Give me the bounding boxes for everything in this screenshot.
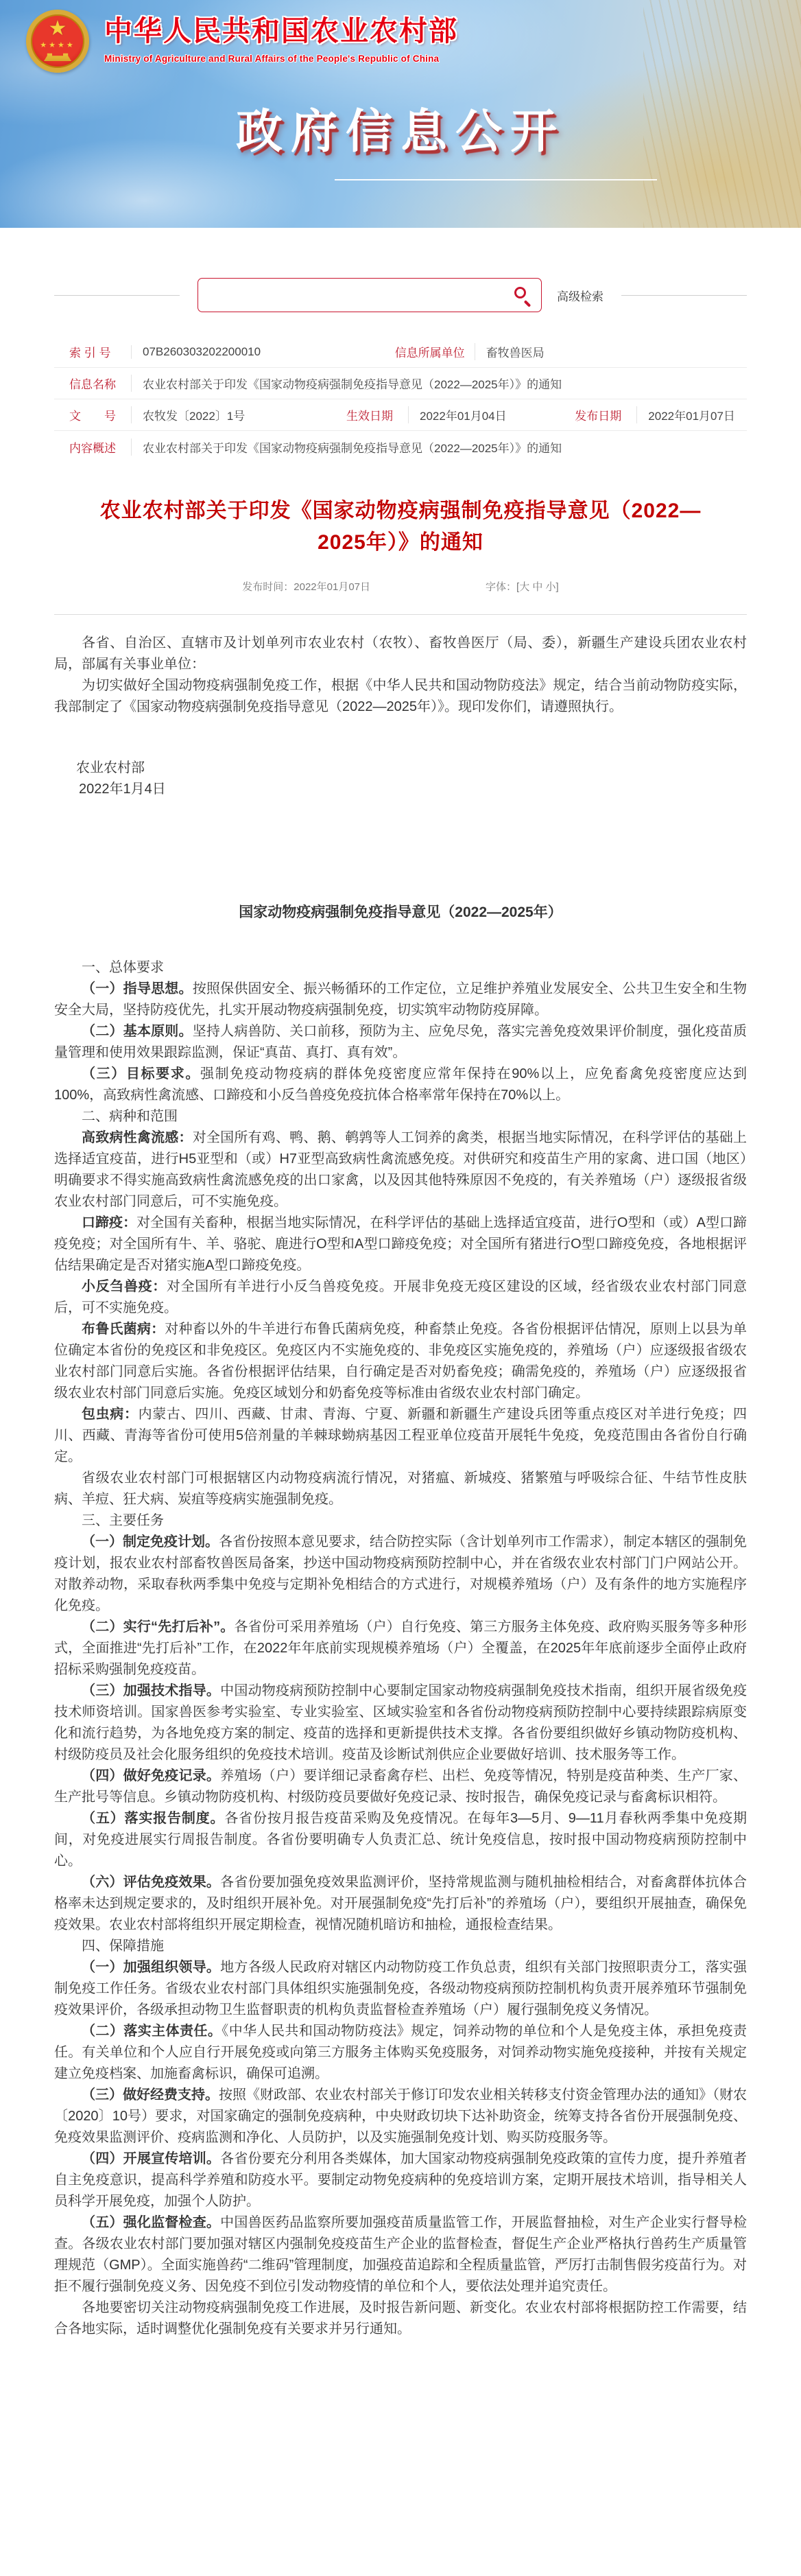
article-paragraph: 各省、自治区、直辖市及计划单列市农业农村（农牧）、畜牧兽医厅（局、委），新疆生产建设兵团农业农村局，部属有关事业单位： (54, 635, 747, 672)
page-title: 政府信息公开 (235, 106, 565, 158)
article-paragraph: （二）基本原则。坚持人病兽防、关口前移，预防为主、应免尽免，落实完善免疫效果评价制度，强化疫苗质量管理和使用效果跟踪监测，保证“真苗、真打、真有效”。 (54, 1024, 748, 1060)
divider-line-left (54, 295, 180, 296)
article-paragraph: 布鲁氏菌病：对种畜以外的牛羊进行布鲁氏菌病免疫，种畜禁止免疫。各省份根据评估情况，原则上以县为单位确定本省份的免疫区和非免疫区。免疫区内不实施免疫的、非免疫区实施免疫的，养殖场（户）应逐级报省级农业农村部门同意后实施。各省份根据评估结果，自行确定是否对奶畜免疫；确需免疫的，养殖场（户）应逐级报省级农业农村部门同意后实施。免疫区域划分和奶畜免疫等标准由省级农业农村部门确定。 (54, 1322, 748, 1401)
article-paragraph: 包虫病：内蒙古、四川、西藏、甘肃、青海、宁夏、新疆和新疆生产建设兵团等重点疫区对羊进行免疫；四川、西藏、青海等省份可使用5倍剂量的羊棘球蚴病基因工程亚单位疫苗开展牦牛免疫，免疫范围由各省份自行确定。 (54, 1407, 748, 1464)
ministry-name-en: Ministry of Agriculture and Rural Affairs of the People's Republic of China (104, 54, 440, 65)
article-paragraph: （四）开展宣传培训。各省份要充分利用各类媒体，加大国家动物疫病强制免疫政策的宣传力度，提升养殖者自主免疫意识，提高科学养殖和防疫水平。要制定动物免疫病种的免疫培训方案，定期开展技术培训，指导相关人员科学开展免疫，加强个人防护。 (54, 2151, 748, 2209)
article-paragraph: （五）落实报告制度。各省份按月报告疫苗采购及免疫情况。在每年3—5月、9—11月春秋两季集中免疫期间，对免疫进展实行周报告制度。各省份要明确专人负责汇总、统计免疫信息，按时报中国动物疫病预防控制中心。 (54, 1811, 747, 1869)
meta-row (54, 399, 747, 431)
article-paragraph: 三、主要任务 (82, 1513, 164, 1528)
article-paragraph: （三）做好经费支持。按照《财政部、农业农村部关于修订印发农业相关转移支付资金管理办法的通知》（财农〔2020〕10号）要求，对国家确定的强制免疫病种，中央财政切块下达补助资金，统筹支持各省份开展强制免疫、免疫效果监测评价、疫病监测和净化、人员防护，以及实施强制免疫计划、购买防疫服务等。 (54, 2087, 747, 2145)
search-section (54, 277, 747, 313)
ministry-name: 中华人民共和国农业农村部 (104, 15, 458, 47)
search-button[interactable] (505, 279, 541, 312)
article-paragraph: （二）落实主体责任。《中华人民共和国动物防疫法》规定，饲养动物的单位和个人是免疫主体，承担免疫责任。有关单位和个人应自行开展免疫或向第三方服务主体购买免疫服务，对饲养动物实施免疫接种，并按有关规定建立免疫档案、加施畜禽标识，确保可追溯。 (54, 2024, 748, 2081)
article-paragraph: 四、保障措施 (82, 1939, 164, 1954)
publish-time (242, 579, 370, 594)
overview-value: 农业农村部关于印发《国家动物疫病强制免疫指导意见（2022—2025年）》的通知 (131, 438, 569, 456)
document-meta-table (54, 336, 747, 462)
publish-date-label: 发布日期 (575, 410, 622, 423)
info-name-value: 农业农村部关于印发《国家动物疫病强制免疫指导意见（2022—2025年）》的通知 (131, 375, 569, 392)
article-paragraph: 高致病性禽流感：对全国所有鸡、鸭、鹅、鹌鹑等人工饲养的禽类，根据当地实际情况，在科学评估的基础上选择适宜疫苗，进行H5亚型和（或）H7亚型高致病性禽流感免疫。对供研究和疫苗生产用的家禽、进口国（地区）明确要求不得实施高致病性禽流感免疫的出口家禽，以及因其他特殊原因不免疫的，有关养殖场（户）逐级报省级农业农村部门同意后，可不实施免疫。 (54, 1130, 748, 1209)
article-paragraph: （四）做好免疫记录。养殖场（户）要详细记录畜禽存栏、出栏、免疫等情况，特别是疫苗种类、生产厂家、生产批号等信息。乡镇动物防疫机构、村级防疫员要做好免疫记录、按时报告，确保免疫记录与畜禽标识相符。 (54, 1768, 748, 1805)
owner-unit-label: 信息所属单位 (394, 347, 465, 360)
content-card (54, 277, 747, 2367)
article-paragraph: 农业农村部 (76, 760, 145, 775)
article-paragraph: 国家动物疫病强制免疫指导意见（2022—2025年） (239, 904, 562, 920)
banner-underline (335, 179, 657, 180)
article-paragraph: 小反刍兽疫：对全国所有羊进行小反刍兽疫免疫。开展非免疫无疫区建设的区域，经省级农业农村部门同意后，可不实施免疫。 (54, 1279, 748, 1315)
divider-line-right (621, 295, 747, 296)
publish-date-value: 2022年01月07日 (636, 406, 742, 423)
doc-number-value: 农牧发〔2022〕1号 (131, 406, 252, 423)
advanced-search-link[interactable]: 高级检索 (557, 290, 603, 303)
article-body (54, 633, 747, 2340)
owner-unit-value: 畜牧兽医局 (475, 343, 551, 360)
article-paragraph: （六）评估免疫效果。各省份要加强免疫效果监测评价，坚持常规监测与随机抽检相结合，对畜禽群体抗体合格率未达到规定要求的，及时组织开展补免。对开展强制免疫“先打后补”的养殖场（户），要组织开展抽查，确保免疫效果。农业农村部将组织开展定期检查，视情况随机暗访和抽检，通报检查结果。 (54, 1875, 748, 1932)
publish-time-label: 发布时间： (242, 581, 294, 593)
article-paragraph: （二）实行“先打后补”。各省份可采用养殖场（户）自行免疫、第三方服务主体免疫、政府购买服务等多种形式，全面推进“先打后补”工作，在2022年年底前实现规模养殖场（户）全覆盖，在2025年年底前逐步全面停止政府招标采购强制免疫疫苗。 (54, 1619, 747, 1677)
effective-date-value: 2022年01月04日 (408, 406, 514, 423)
article-paragraph: （一）制定免疫计划。各省份按照本意见要求，结合防控实际（含计划单列市工作需求），制定本辖区的强制免疫计划，报农业农村部畜牧兽医局备案，抄送中国动物疫病预防控制中心，并在省级农业农村部门门户网站公开。对散养动物，采取春秋两季集中免疫与定期补免相结合的方式进行，对规模养殖场（户）及有条件的地方实施程序化免疫。 (54, 1534, 747, 1613)
site-brand (26, 10, 458, 73)
article-paragraph: 口蹄疫：对全国有关畜种，根据当地实际情况，在科学评估的基础上选择适宜疫苗，进行O型和（或）A型口蹄疫免疫；对全国所有牛、羊、骆驼、鹿进行O型和A型口蹄疫免疫；对全国所有猪进行O型口蹄疫免疫，各地根据评估结果确定是否对猪实施A型口蹄疫免疫。 (54, 1215, 747, 1273)
index-number-label: 索 引 号 (69, 347, 111, 360)
meta-row (54, 336, 747, 368)
meta-row (54, 431, 747, 462)
meta-row (54, 368, 747, 399)
search-input[interactable] (198, 279, 505, 312)
site-banner (0, 0, 801, 228)
article-paragraph: 一、总体要求 (82, 960, 164, 975)
article-paragraph: 2022年1月4日 (79, 782, 166, 797)
article-paragraph: （三）目标要求。强制免疫动物疫病的群体免疫密度应常年保持在90%以上，应免畜禽免疫密度应达到100%，高致病性禽流感、口蹄疫和小反刍兽疫免疫抗体合格率常年保持在70%以上。 (54, 1066, 748, 1103)
magnifier-icon (514, 287, 526, 298)
article-paragraph: 二、病种和范围 (82, 1109, 178, 1124)
overview-label: 内容概述 (69, 441, 116, 455)
article-paragraph: 各地要密切关注动物疫病强制免疫工作进展，及时报告新问题、新变化。农业农村部将根据防控工作需要，结合各地实际，适时调整优化强制免疫有关要求并另行通知。 (54, 2300, 747, 2337)
article-paragraph: 省级农业农村部门可根据辖区内动物疫病流行情况，对猪瘟、新城疫、猪繁殖与呼吸综合征、牛结节性皮肤病、羊痘、狂犬病、炭疽等疫病实施强制免疫。 (54, 1471, 747, 1507)
article (54, 495, 747, 2340)
article-paragraph: （一）指导思想。按照保供固安全、振兴畅循环的工作定位，立足维护养殖业发展安全、公共卫生安全和生物安全大局，坚持防疫优先，扎实开展动物疫病强制免疫，切实筑牢动物防疫屏障。 (54, 981, 748, 1018)
article-paragraph: （五）强化监督检查。中国兽医药品监察所要加强疫苗质量监管工作，开展监督抽检，对生产企业实行督导检查。各级农业农村部门要加强对辖区内强制免疫疫苗生产企业的监督检查，督促生产企业严格执行兽药生产质量管理规范（GMP）。全面实施兽药“二维码”管理制度，加强疫苗追踪和全程质量监管，严厉打击制售假劣疫苗行为。对拒不履行强制免疫义务、因免疫不到位引发动物疫情的单位和个人，要依法处理并追究责任。 (54, 2215, 748, 2294)
article-divider (54, 614, 747, 615)
effective-date-label: 生效日期 (346, 410, 393, 423)
index-number-value: 07B260303202200010 (131, 345, 267, 359)
font-size-widget (486, 579, 559, 594)
national-emblem-icon: ★ ★★★★ (26, 10, 89, 73)
article-title: 农业农村部关于印发《国家动物疫病强制免疫指导意见（2022—2025年）》的通知 (99, 500, 702, 554)
info-name-label: 信息名称 (69, 378, 116, 391)
article-paragraph: （三）加强技术指导。中国动物疫病预防控制中心要制定国家动物疫病强制免疫技术指南，组织开展省级免疫技术师资培训。国家兽医参考实验室、专业实验室、区域实验室和各省份动物疫病预防控制中心要持续跟踪病原变化和流行趋势，为各地免疫方案的制定、疫苗的选择和更新提供技术支撑。各省份要组织做好乡镇动物防疫机构、村级防疫员及社会化服务组织的免疫技术培训。疫苗及诊断试剂供应企业要做好培训、技术服务等工作。 (54, 1683, 748, 1762)
font-size-controls[interactable]: [大 中 小] (516, 581, 559, 593)
article-paragraph: 为切实做好全国动物疫病强制免疫工作，根据《中华人民共和国动物防疫法》规定，结合当前动物防疫实际，我部制定了《国家动物疫病强制免疫指导意见（2022—2025年）》。现印发你们，请遵照执行。 (54, 678, 747, 714)
publish-time-value: 2022年01月07日 (294, 581, 371, 593)
article-meta (54, 579, 747, 594)
article-paragraph: （一）加强组织领导。地方各级人民政府对辖区内动物防疫工作负总责，组织有关部门按照职责分工，落实强制免疫工作任务。省级农业农村部门具体组织实施强制免疫，各级动物疫病预防控制机构负责开展养殖环节强制免疫效果评价，各级承担动物卫生监督职责的机构负责监督检查养殖场（户）履行强制免疫义务情况。 (54, 1960, 748, 2017)
font-size-label: 字体： (486, 581, 517, 593)
search-box (198, 278, 542, 312)
doc-number-label: 文 号 (69, 410, 116, 423)
